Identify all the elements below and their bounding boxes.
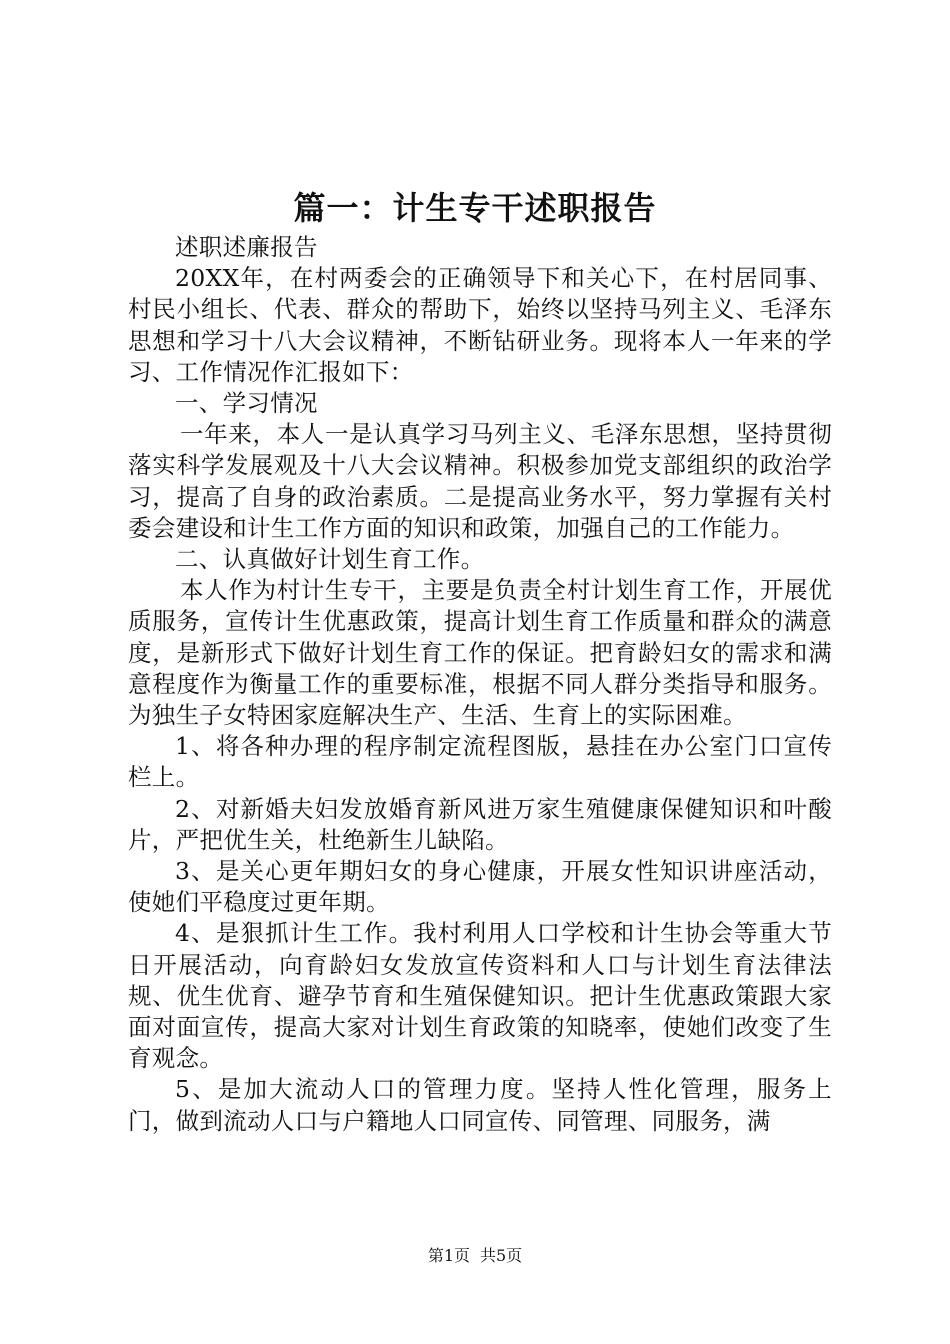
list-item-2: 2、对新婚夫妇发放婚育新风进万家生殖健康保健知识和叶酸片，严把优生关，杜绝新生儿缺陷。 — [128, 794, 832, 854]
paragraph-family-planning: 本人作为村计生专干，主要是负责全村计划生育工作，开展优质服务，宣传计生优惠政策，提高计划生育工作质量和群众的满意度，是新形式下做好计划生育工作的保证。把育龄妇女的需求和满意程度作为衡量工作的重要标准，根据不同人群分类指导和服务。为独生子女特困家庭解决生产、生活、生育上的实际困难。 — [128, 576, 832, 730]
list-item-5: 5、是加大流动人口的管理力度。坚持人性化管理，服务上门，做到流动人口与户籍地人口同宣传、同管理、同服务，满 — [128, 1075, 832, 1135]
list-item-1: 1、将各种办理的程序制定流程图版，悬挂在办公室门口宣传栏上。 — [128, 732, 832, 792]
paragraph-subtitle: 述职述廉报告 — [175, 233, 318, 261]
section-heading-family-planning: 二、认真做好计划生育工作。 — [175, 545, 485, 574]
document-body — [128, 232, 832, 1137]
list-item-3: 3、是关心更年期妇女的身心健康，开展女性知识讲座活动，使她们平稳度过更年期。 — [128, 857, 832, 917]
list-item-4: 4、是狠抓计生工作。我村利用人口学校和计生协会等重大节日开展活动，向育龄妇女发放宣传资料和人口与计划生育法律法规、优生优育、避孕节育和生殖保健知识。把计生优惠政策跟大家面对面宣传，提高大家对计划生育政策的知晓率，使她们改变了生育观念。 — [128, 919, 832, 1073]
page-total: 共5页 — [480, 1246, 523, 1265]
section-heading-study: 一、学习情况 — [175, 389, 318, 418]
paragraph-intro: 20XX年，在村两委会的正确领导下和关心下，在村居同事、村民小组长、代表、群众的帮助下，始终以坚持马列主义、毛泽东思想和学习十八大会议精神，不断钻研业务。现将本人一年来的学习、工作情况作汇报如下： — [128, 264, 832, 386]
page-number: 第1页 — [427, 1246, 470, 1265]
document-title: 篇一：计生专干述职报告 — [293, 189, 657, 227]
paragraph-study: 一年来，本人一是认真学习马列主义、毛泽东思想，坚持贯彻落实科学发展观及十八大会议精神。积极参加党支部组织的政治学习，提高了自身的政治素质。二是提高业务水平，努力掌握有关村委会建设和计生工作方面的知识和政策，加强自己的工作能力。 — [128, 420, 832, 542]
page-footer — [0, 1245, 950, 1267]
